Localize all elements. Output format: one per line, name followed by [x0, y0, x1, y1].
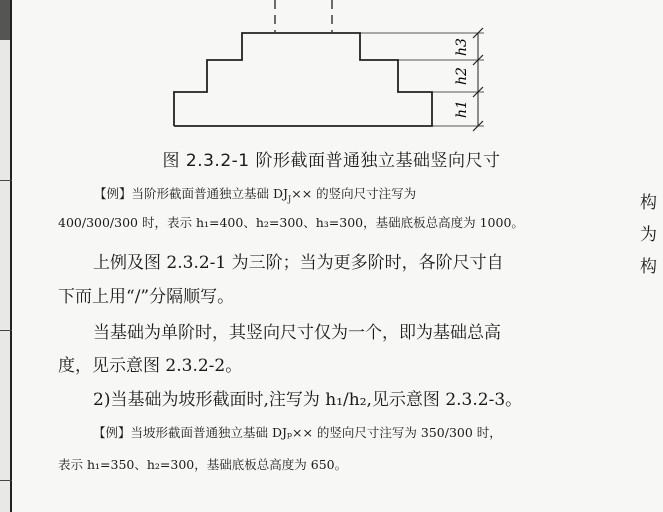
binding-mark: [0, 0, 10, 40]
side-text-1: 构: [640, 193, 657, 213]
stepped-foundation-figure: [160, 0, 500, 135]
example-1-line-2: 400/300/300 时，表示 h₁=400、h₂=300、h₃=300，基础底板总高度为 1000。: [58, 215, 524, 230]
label-h2: h2: [454, 67, 470, 85]
paragraph-1-line-2: 下而上用“/”分隔顺写。: [58, 287, 235, 307]
side-text-3: 构: [640, 257, 657, 277]
side-text-2: 为: [640, 225, 657, 245]
left-rule: [10, 0, 12, 512]
left-margin: [0, 0, 10, 512]
paragraph-2-line-1: 当基础为单阶时，其竖向尺寸仅为一个，即为基础总高: [93, 323, 501, 343]
margin-tick: [0, 180, 12, 181]
paragraph-1-line-1: 上例及图 2.3.2-1 为三阶；当为更多阶时，各阶尺寸自: [93, 253, 504, 273]
foundation-outline: [174, 33, 432, 126]
label-h3: h3: [454, 38, 470, 56]
example-2-line-1: 【例】当坡形截面普通独立基础 DJₚ×× 的竖向尺寸注写为 350/300 时，: [93, 425, 502, 440]
margin-tick: [0, 330, 12, 331]
label-h1: h1: [454, 100, 470, 118]
paragraph-3: 2)当基础为坡形截面时,注写为 h₁/h₂,见示意图 2.3.2-3。: [93, 390, 523, 410]
paragraph-2-line-2: 度，见示意图 2.3.2-2。: [58, 356, 243, 376]
margin-tick: [0, 480, 12, 481]
example-1-line-1: 【例】当阶形截面普通独立基础 $DJ_J\times\times$ 的竖向尺寸注写为: [94, 186, 417, 204]
example-2-line-2: 表示 h₁=350、h₂=300，基础底板总高度为 650。: [58, 457, 348, 472]
figure-caption: 图 2.3.2-1 阶形截面普通独立基础竖向尺寸: [162, 151, 501, 171]
